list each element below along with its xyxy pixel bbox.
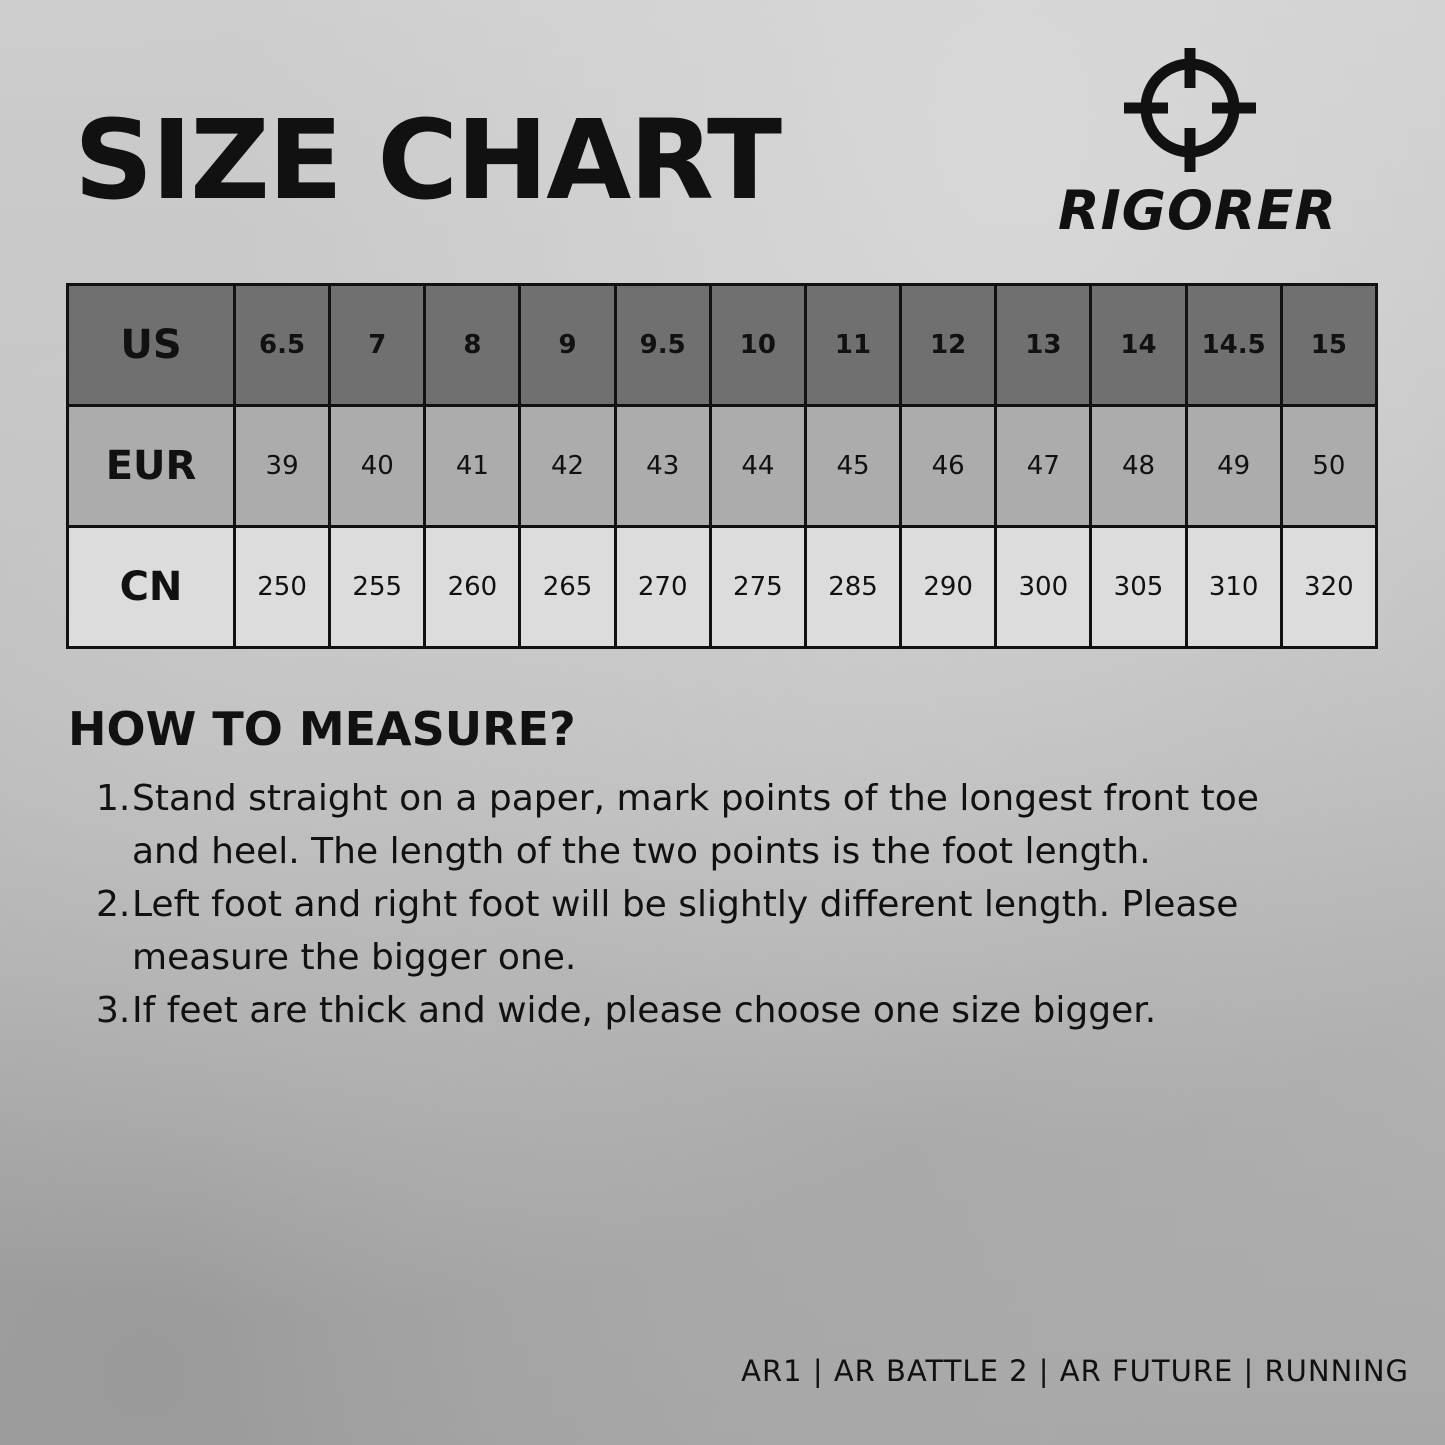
table-cell: 9.5: [615, 285, 710, 406]
table-cell: 7: [330, 285, 425, 406]
row-header: US: [68, 285, 235, 406]
list-item: [96, 984, 1316, 1037]
table-cell: 10: [710, 285, 805, 406]
table-cell: 310: [1186, 527, 1281, 648]
brand-logo: [1058, 44, 1337, 244]
step-text: Stand straight on a paper, mark points of the longest front toe and heel. The length of the two points is the foot length.: [132, 778, 1259, 872]
footer-models: AR1 | AR BATTLE 2 | AR FUTURE | RUNNING: [741, 1354, 1409, 1388]
table-cell: 42: [520, 406, 615, 527]
table-cell: 43: [615, 406, 710, 527]
table-cell: 6.5: [235, 285, 330, 406]
table-cell: 300: [996, 527, 1091, 648]
row-header: CN: [68, 527, 235, 648]
table-cell: 275: [710, 527, 805, 648]
step-text: Left foot and right foot will be slightly different length. Please measure the bigger one.: [132, 884, 1239, 978]
page-title: SIZE CHART: [74, 96, 781, 224]
table-row: [68, 527, 1377, 648]
table-cell: 250: [235, 527, 330, 648]
table-cell: 14: [1091, 285, 1186, 406]
table-cell: 290: [901, 527, 996, 648]
table-cell: 39: [235, 406, 330, 527]
step-number: 2.: [96, 884, 131, 925]
table-cell: 260: [425, 527, 520, 648]
measure-title: HOW TO MEASURE?: [68, 702, 576, 756]
table-cell: 15: [1281, 285, 1376, 406]
table-cell: 13: [996, 285, 1091, 406]
table-cell: 40: [330, 406, 425, 527]
size-table: [66, 283, 1378, 649]
table-cell: 265: [520, 527, 615, 648]
step-number: 1.: [96, 778, 131, 819]
table-cell: 14.5: [1186, 285, 1281, 406]
table-cell: 270: [615, 527, 710, 648]
table-cell: 9: [520, 285, 615, 406]
table-cell: 49: [1186, 406, 1281, 527]
table-row: [68, 406, 1377, 527]
table-cell: 320: [1281, 527, 1376, 648]
measure-steps: [96, 772, 1316, 1037]
table-cell: 12: [901, 285, 996, 406]
table-cell: 48: [1091, 406, 1186, 527]
table-cell: 46: [901, 406, 996, 527]
table-cell: 305: [1091, 527, 1186, 648]
row-header: EUR: [68, 406, 235, 527]
table-cell: 11: [805, 285, 900, 406]
table-cell: 50: [1281, 406, 1376, 527]
step-text: If feet are thick and wide, please choose one size bigger.: [132, 990, 1157, 1031]
list-item: [96, 772, 1316, 878]
table-cell: 41: [425, 406, 520, 527]
table-cell: 44: [710, 406, 805, 527]
table-cell: 8: [425, 285, 520, 406]
table-cell: 47: [996, 406, 1091, 527]
brand-name: RIGORER: [1058, 179, 1337, 242]
table-row: [68, 285, 1377, 406]
step-number: 3.: [96, 990, 131, 1031]
table-cell: 255: [330, 527, 425, 648]
table-cell: 45: [805, 406, 900, 527]
list-item: [96, 878, 1316, 984]
crosshair-icon: [1058, 44, 1322, 184]
table-cell: 285: [805, 527, 900, 648]
